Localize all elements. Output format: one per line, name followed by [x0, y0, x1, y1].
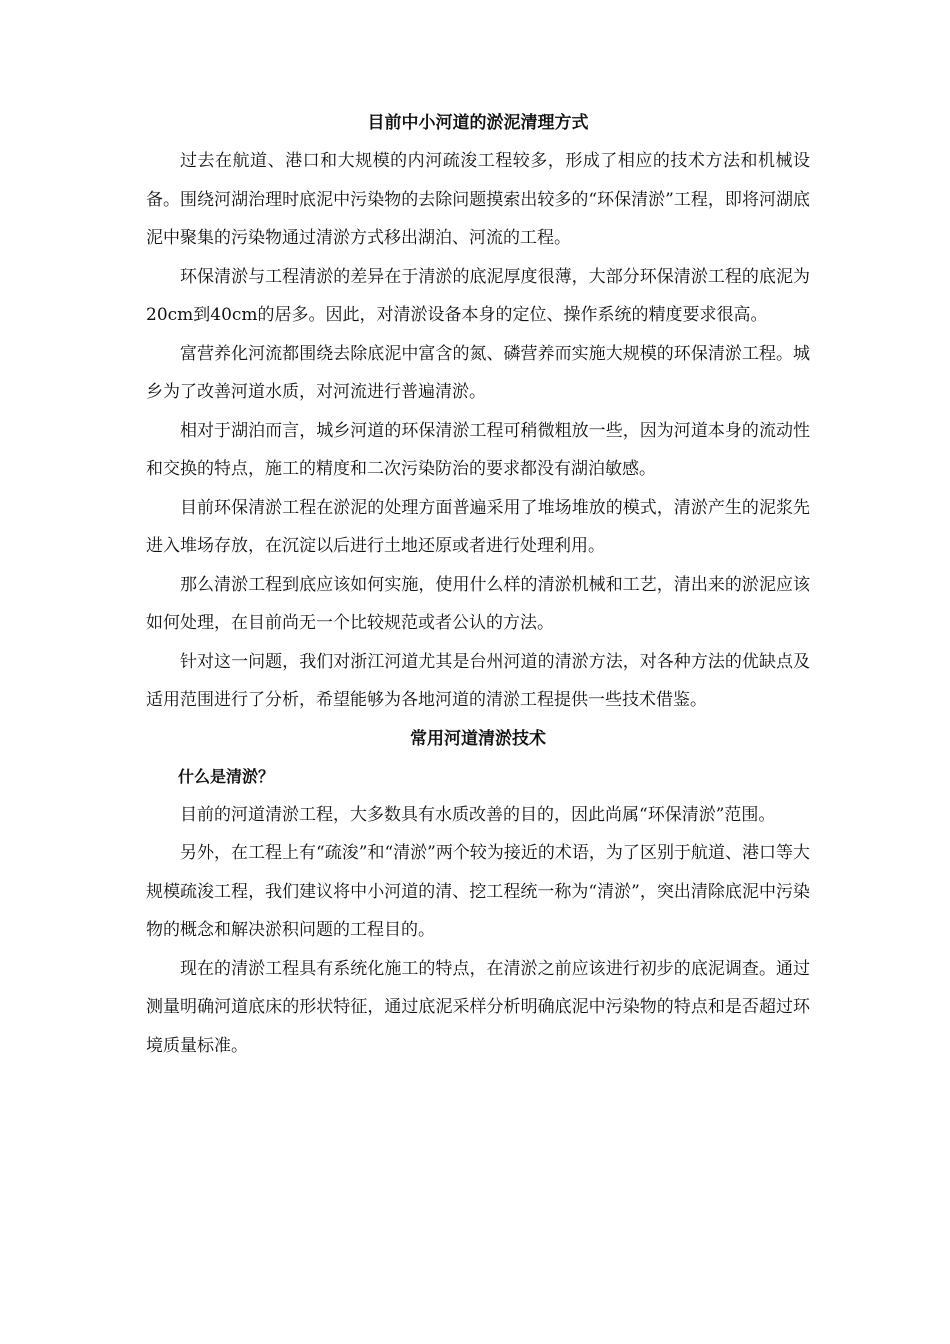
- section-title: 常用河道清淤技术: [410, 728, 546, 749]
- paragraph: 另外，在工程上有“疏浚”和“清淤”两个较为接近的术语，为了区别于航道、港口等大规模疏浚工程，我们建议将中小河道的清、挖工程统一称为“清淤”，突出清除底泥中污染物的概念和解决淤积问题的工程目的。: [146, 843, 810, 940]
- paragraph: 相对于湖泊而言，城乡河道的环保清淤工程可稍微粗放一些，因为河道本身的流动性和交换的特点，施工的精度和二次污染防治的要求都没有湖泊敏感。: [146, 420, 810, 479]
- paragraph: 环保清淤与工程清淤的差异在于清淤的底泥厚度很薄，大部分环保清淤工程的底泥为20cm到40cm的居多。因此，对清淤设备本身的定位、操作系统的精度要求很高。: [146, 266, 810, 325]
- paragraph: 目前的河道清淤工程，大多数具有水质改善的目的，因此尚属“环保清淤”范围。: [180, 804, 776, 825]
- paragraph: 针对这一问题，我们对浙江河道尤其是台州河道的清淤方法，对各种方法的优缺点及适用范围进行了分析，希望能够为各地河道的清淤工程提供一些技术借鉴。: [146, 651, 810, 710]
- paragraph: 富营养化河流都围绕去除底泥中富含的氮、磷营养而实施大规模的环保清淤工程。城乡为了改善河道水质，对河流进行普遍清淤。: [146, 343, 810, 402]
- paragraph: 目前环保清淤工程在淤泥的处理方面普遍采用了堆场堆放的模式，清淤产生的泥浆先进入堆场存放，在沉淀以后进行土地还原或者进行处理利用。: [146, 497, 810, 556]
- subsection-title: 什么是清淤？: [178, 766, 275, 786]
- paragraph: 那么清淤工程到底应该如何实施，使用什么样的清淤机械和工艺，清出来的淤泥应该如何处理，在目前尚无一个比较规范或者公认的方法。: [146, 574, 810, 633]
- paragraph: 现在的清淤工程具有系统化施工的特点，在清淤之前应该进行初步的底泥调查。通过测量明确河道底床的形状特征，通过底泥采样分析明确底泥中污染物的特点和是否超过环境质量标准。: [146, 958, 810, 1056]
- document-page: [146, 104, 810, 1065]
- document-title: 目前中小河道的淤泥清理方式: [367, 113, 589, 133]
- paragraph: 过去在航道、港口和大规模的内河疏浚工程较多，形成了相应的技术方法和机械设备。围绕河湖治理时底泥中污染物的去除问题摸索出较多的“环保清淤”工程，即将河湖底泥中聚集的污染物通过清淤方式移出湖泊、河流的工程。: [146, 151, 810, 248]
